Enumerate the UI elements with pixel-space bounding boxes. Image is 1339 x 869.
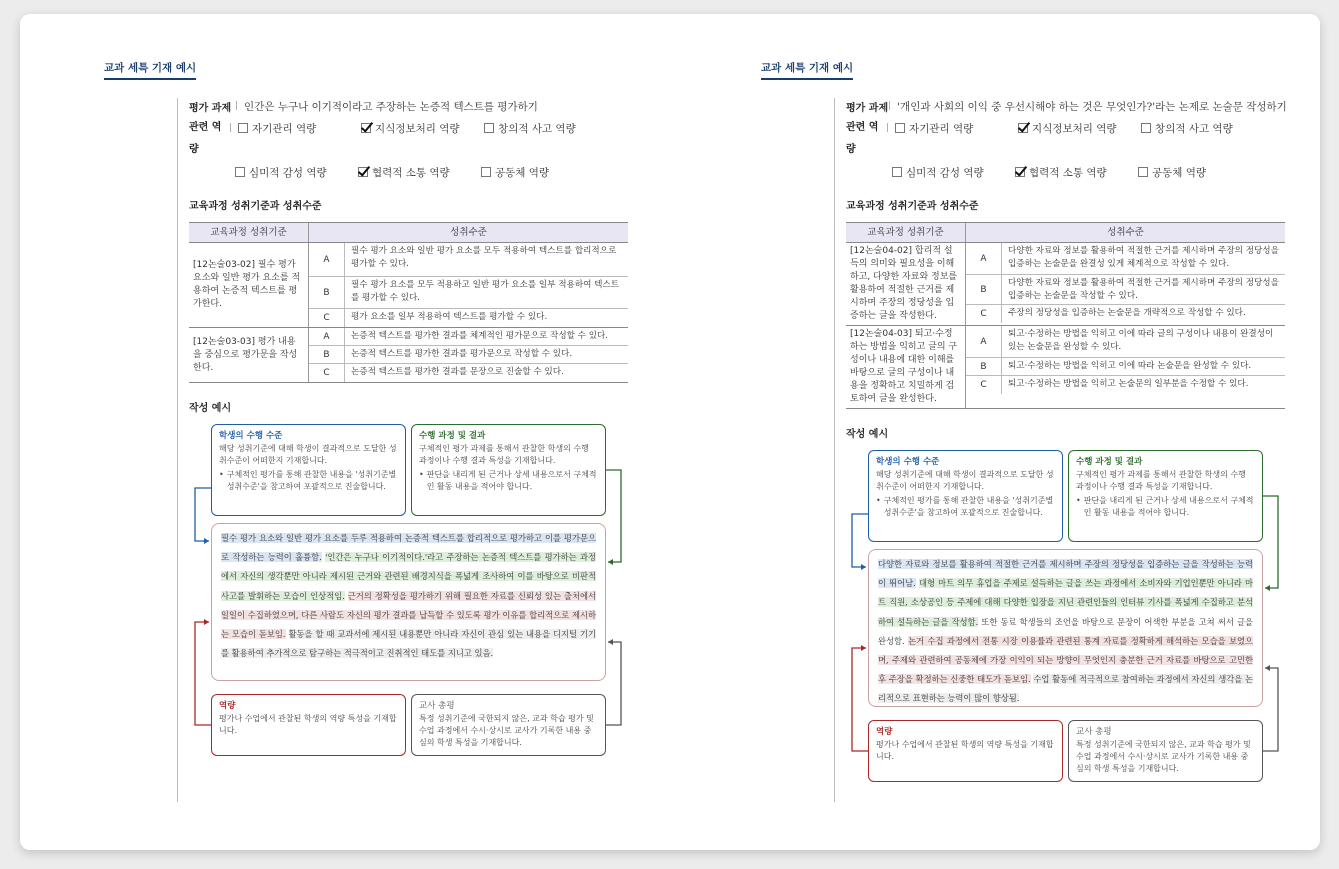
level-list [309,328,628,382]
level-text: 평가 요소를 일부 적용하여 텍스트를 평가할 수 있다. [351,312,548,322]
annotation-process [411,424,606,516]
annotation-title: 교사 총평 [1076,727,1112,737]
level-row [966,376,1285,394]
annotation-body: 평가나 수업에서 관찰된 학생의 역량 특성을 기재합니다. [219,714,397,735]
level-grade: A [966,326,1002,357]
connector-line [606,642,621,725]
connector-line [852,514,868,567]
level-list [309,243,628,327]
annotation-body: 해당 성취기준에 대해 학생이 결과적으로 도달한 성취수준이 어떠한지 기재합니다. [876,470,1054,491]
table-heading: 교육과정 성취기준과 성취수준 [846,201,979,212]
level-text: 필수 평가 요소를 모두 적용하고 일반 평가 요소를 일부 적용하여 텍스트를 평가할 수 있다. [351,280,620,303]
separator: | [235,101,239,111]
level-grade: C [309,364,345,382]
level-row [309,277,628,309]
competency-checkbox[interactable] [358,161,481,183]
level-grade: C [309,309,345,327]
level-row [309,243,628,277]
example-segment: 대형 마트 의무 휴업을 주제로 설득하는 글을 쓰는 과정에서 소비자와 기업인뿐만 아니라 마트 직원, 소상공인 등 주제에 대해 다양한 입장을 지닌 관련인들의 인터뷰 기사를 폭넓게 수집하고 분석하여 설득하는 글을 작성함. [878,578,1253,627]
competency-checkbox[interactable] [1141,117,1264,139]
competency-name: 지식정보처리 역량 [375,122,460,135]
annotation-bullet [876,495,1055,519]
level-row [309,309,628,327]
competency-name: 공동체 역량 [495,166,550,179]
standard-group [189,328,628,383]
task-label: 평가 과제 [189,102,232,114]
level-text: 퇴고·수정하는 방법을 익히고 논술문의 일부분을 수정할 수 있다. [1008,379,1249,389]
table-header [846,223,1285,243]
section-label: 교과 세특 기재 예시 [761,60,853,80]
competency-name: 심미적 감성 역량 [249,166,327,179]
annotation-competency [868,720,1063,782]
competency-checkbox[interactable] [895,117,1018,139]
arrow-head-icon [861,564,866,570]
competency-name: 공동체 역량 [1152,166,1207,179]
competency-checkbox[interactable] [238,117,361,139]
example-segment: 논거 수집 과정에서 전통 시장 이용률과 관련된 통계 자료를 정확하게 해석하는 모습을 보였으며, 주제와 관련하여 공동체에 가장 이익이 되는 방향이 무엇인지 충분한 근거 자료를 바탕으로 고민한 후 주장을 확정하는 신중한 태도가 돋보임. [878,635,1254,685]
checkbox-icon[interactable] [892,167,902,177]
competency-name: 창의적 사고 역량 [498,122,576,135]
writing-example [189,424,628,764]
standard-text: [12논술04-02] 합리적 설득의 의미와 필요성을 이해하고, 다양한 자료와 정보를 활용하여 적절한 근거를 제시하며 주장의 정당성을 입증하는 글을 작성한다. [846,243,966,325]
example-text-box [868,549,1263,707]
annotation-title: 교사 총평 [419,701,455,711]
level-text: 논증적 텍스트를 평가한 결과를 체계적인 평가문으로 작성할 수 있다. [351,331,609,341]
competency-checkbox[interactable] [1015,161,1138,183]
level-text: 퇴고·수정하는 방법을 익히고 이에 따라 논술문을 완성할 수 있다. [1008,361,1252,371]
annotation-title: 수행 과정 및 결과 [1076,457,1143,467]
header-standard: 교육과정 성취기준 [846,223,966,242]
example-segment: 수업 활동에 적극적으로 참여하는 과정에서 자신의 생각을 논리적으로 표현하는 능력이 많이 향상됨. [878,674,1253,704]
standard-text: [12논술04-03] 퇴고·수정하는 방법을 익히고 글의 구성이나 내용에 대한 이해를 바탕으로 글의 구성이나 내용을 정확하고 치밀하게 검토하여 글을 완성한다. [846,326,966,408]
annotation-teacher [1068,720,1263,782]
competency-checkbox[interactable] [481,161,604,183]
level-row [966,358,1285,376]
checkbox-icon[interactable] [235,167,245,177]
competency-name: 지식정보처리 역량 [1032,122,1117,135]
arrow-head-icon [608,639,613,645]
competency-label: 관련 역량 [189,122,222,155]
level-text: 다양한 자료와 정보를 활용하여 적절한 근거를 제시하며 주장의 정당성을 입증하는 논술문을 작성할 수 있다. [1008,278,1279,301]
page-left [20,14,670,850]
separator: | [229,123,233,133]
page-content [846,96,1285,790]
task-row [846,96,1285,116]
header-level: 성취수준 [450,227,487,238]
checkbox-icon[interactable] [1018,123,1028,133]
checkbox-icon[interactable] [238,123,248,133]
checkbox-icon[interactable] [895,123,905,133]
annotation-bullet [219,469,398,493]
standard-text: [12논술03-02] 필수 평가 요소와 일반 평가 요소를 적용하여 논증적 텍스트를 평가한다. [189,243,309,327]
level-row [966,275,1285,305]
bullet-icon: • [219,470,224,479]
competency-name: 자기관리 역량 [252,122,317,135]
annotation-title: 학생의 수행 수준 [219,431,283,441]
annotation-bullet-text: 구체적인 평가를 통해 관찰한 내용을 '성취기준별 성취수준'을 참고하여 포괄적으로 진술합니다. [226,470,397,491]
level-text: 퇴고·수정하는 방법을 익히고 이에 따라 글의 구성이나 내용이 완결성이 있는 논술문을 완성할 수 있다. [1008,329,1274,352]
level-text: 주장의 정당성을 입증하는 논술문을 개략적으로 작성할 수 있다. [1008,308,1246,318]
margin-rule [834,98,835,802]
level-grade: A [966,243,1002,274]
competency-name: 협력적 소통 역량 [372,166,450,179]
level-row [966,305,1285,323]
section-label: 교과 세특 기재 예시 [104,60,196,80]
checkbox-icon[interactable] [1141,123,1151,133]
annotation-body: 해당 성취기준에 대해 학생이 결과적으로 도달한 성취수준이 어떠한지 기재합니다. [219,444,397,465]
competency-checkbox[interactable] [1138,161,1261,183]
standard-text: [12논술03-03] 평가 내용을 중심으로 평가문을 작성한다. [189,328,309,382]
competency-name: 창의적 사고 역량 [1155,122,1233,135]
arrow-head-icon [608,559,613,565]
annotation-body: 구체적인 평가 과제를 통해서 관찰한 학생의 수행 과정이나 수행 결과 특성을 기재합니다. [1076,470,1246,491]
competency-label: 관련 역량 [846,122,879,155]
level-grade: C [966,376,1002,394]
level-text: 논증적 텍스트를 평가한 결과를 문장으로 진술할 수 있다. [351,367,564,377]
achievement-table [846,222,1285,409]
level-grade: B [966,275,1002,304]
annotation-body: 특정 성취기준에 국한되지 않은, 교과 학습 평가 및 수업 과정에서 수시·상시로 교사가 기록한 내용 중심의 학생 특성을 기재합니다. [1076,740,1251,773]
achievement-table [189,222,628,383]
level-row [309,364,628,382]
page-content [189,96,628,764]
arrow-head-icon [861,645,866,651]
annotation-title: 수행 과정 및 결과 [419,431,486,441]
header-standard: 교육과정 성취기준 [189,223,309,242]
table-body [846,243,1285,409]
annotation-title: 학생의 수행 수준 [876,457,940,467]
checkbox-icon[interactable] [1138,167,1148,177]
competency-checkbox[interactable] [892,161,1015,183]
task-text: 인간은 누구나 이기적이라고 주장하는 논증적 텍스트를 평가하기 [244,100,538,113]
level-text: 논증적 텍스트를 평가한 결과를 평가문으로 작성할 수 있다. [351,349,573,359]
annotation-bullet-text: 판단을 내리게 된 근거나 상세 내용으로서 구체적인 활동 내용을 적어야 합니다. [426,470,597,491]
example-heading: 작성 예시 [846,429,889,440]
competency-name: 협력적 소통 역량 [1029,166,1107,179]
competency-name: 자기관리 역량 [909,122,974,135]
level-row [309,346,628,364]
arrow-head-icon [204,538,209,544]
checkbox-icon[interactable] [481,167,491,177]
connector-line [1263,496,1278,588]
annotation-performance [211,424,406,516]
level-list [966,326,1285,408]
annotation-body: 구체적인 평가 과제를 통해서 관찰한 학생의 수행 과정이나 수행 결과 특성을 기재합니다. [419,444,589,465]
level-text: 다양한 자료와 정보를 활용하여 적절한 근거를 제시하며 주장의 정당성을 입증하는 논술문을 완결성 있게 체계적으로 작성할 수 있다. [1008,246,1279,269]
separator: | [888,101,892,111]
standard-group [846,326,1285,409]
level-grade: B [966,358,1002,375]
connector-line [606,470,621,562]
example-segment: 활동을 할 때 교과서에 제시된 내용뿐만 아니라 자신이 관심 있는 내용을 디지털 기기를 활용하여 추가적으로 탐구하는 적극적이고 진취적인 태도를 지니고 있음. [221,629,596,659]
connector-line [1263,668,1278,751]
competency-name: 심미적 감성 역량 [906,166,984,179]
connector-line [195,622,211,725]
example-segment: '인간은 누구나 이기적이다.'라고 주장하는 논증적 텍스트를 평가하는 과정에서 자신의 생각뿐만 아니라 제시된 근거와 관련된 배경지식을 폭넓게 조사하여 이를 바탕으로 비판적 사고를 발휘하는 모습이 인상적임. [221,552,597,601]
annotation-competency [211,694,406,756]
competency-checkbox[interactable] [1018,117,1141,139]
annotation-title: 역량 [876,727,893,737]
level-list [966,243,1285,325]
standard-group [846,243,1285,326]
competency-checkbox[interactable] [484,117,607,139]
arrow-head-icon [204,619,209,625]
example-segment: 또한 동료 학생들의 조언을 바탕으로 문장이 어색한 부분을 고쳐 써서 글을 완성함. [878,616,1253,646]
standard-group [189,243,628,328]
level-grade: A [309,243,345,276]
level-row [309,328,628,346]
annotation-body: 평가나 수업에서 관찰된 학생의 역량 특성을 기재합니다. [876,740,1054,761]
annotation-bullet [419,469,598,493]
header-level: 성취수준 [1107,227,1144,238]
example-segment: 필수 평가 요소와 일반 평가 요소를 두루 적용하여 논증적 텍스트를 합리적으로 평가하고 이를 평가문으로 작성하는 능력이 훌륭함. [221,533,596,563]
task-row [189,96,628,116]
bullet-icon: • [1076,496,1081,505]
annotation-bullet-text: 구체적인 평가를 통해 관찰한 내용을 '성취기준별 성취수준'을 참고하여 포괄적으로 진술합니다. [883,496,1054,517]
bullet-icon: • [876,496,881,505]
arrow-head-icon [1265,665,1270,671]
competency-list [846,117,1285,183]
bullet-icon: • [419,470,424,479]
table-heading: 교육과정 성취기준과 성취수준 [189,201,322,212]
competency-checkbox[interactable] [235,161,358,183]
level-grade: A [309,328,345,345]
example-heading: 작성 예시 [189,403,232,414]
checkbox-icon[interactable] [358,167,368,177]
annotation-body: 특정 성취기준에 국한되지 않은, 교과 학습 평가 및 수업 과정에서 수시·상시로 교사가 기록한 내용 중심의 학생 특성을 기재합니다. [419,714,594,747]
annotation-performance [868,450,1063,542]
annotation-bullet-text: 판단을 내리게 된 근거나 상세 내용으로서 구체적인 활동 내용을 적어야 합니다. [1083,496,1254,517]
checkbox-icon[interactable] [484,123,494,133]
annotation-bullet [1076,495,1255,519]
example-segment: 다양한 자료와 정보를 활용하여 적절한 근거를 제시하며 주장의 정당성을 입증하는 글을 작성하는 능력이 뛰어남. [878,559,1253,589]
level-row [966,243,1285,275]
task-label: 평가 과제 [846,102,889,114]
connector-line [195,488,211,541]
document-spread [20,14,1320,850]
checkbox-icon[interactable] [361,123,371,133]
annotation-teacher [411,694,606,756]
margin-rule [177,98,178,802]
annotation-process [1068,450,1263,542]
checkbox-icon[interactable] [1015,167,1025,177]
separator: | [886,123,890,133]
level-text: 필수 평가 요소와 일반 평가 요소를 모두 적용하여 텍스트를 합리적으로 평가할 수 있다. [351,246,617,269]
example-text-box [211,523,606,681]
example-segment: 근거의 정확성을 평가하기 위해 필요한 자료를 신뢰성 있는 출처에서 일일이 수집하였으며, 다른 사람도 자신의 평가 결과를 납득할 수 있도록 평가 이유를 합리적으로 제시하는 모습이 돋보임. [221,590,596,640]
competency-list [189,117,628,183]
connector-line [852,648,868,751]
annotation-title: 역량 [219,701,236,711]
task-text: '개인과 사회의 이익 중 우선시해야 하는 것은 무엇인가?'라는 논제로 논술문 작성하기 [897,100,1287,113]
writing-example [846,450,1285,790]
level-row [966,326,1285,358]
page-right [677,14,1320,850]
level-grade: B [309,277,345,308]
table-body [189,243,628,383]
level-grade: C [966,305,1002,323]
competency-checkbox[interactable] [361,117,484,139]
arrow-head-icon [1265,585,1270,591]
table-header [189,223,628,243]
level-grade: B [309,346,345,363]
